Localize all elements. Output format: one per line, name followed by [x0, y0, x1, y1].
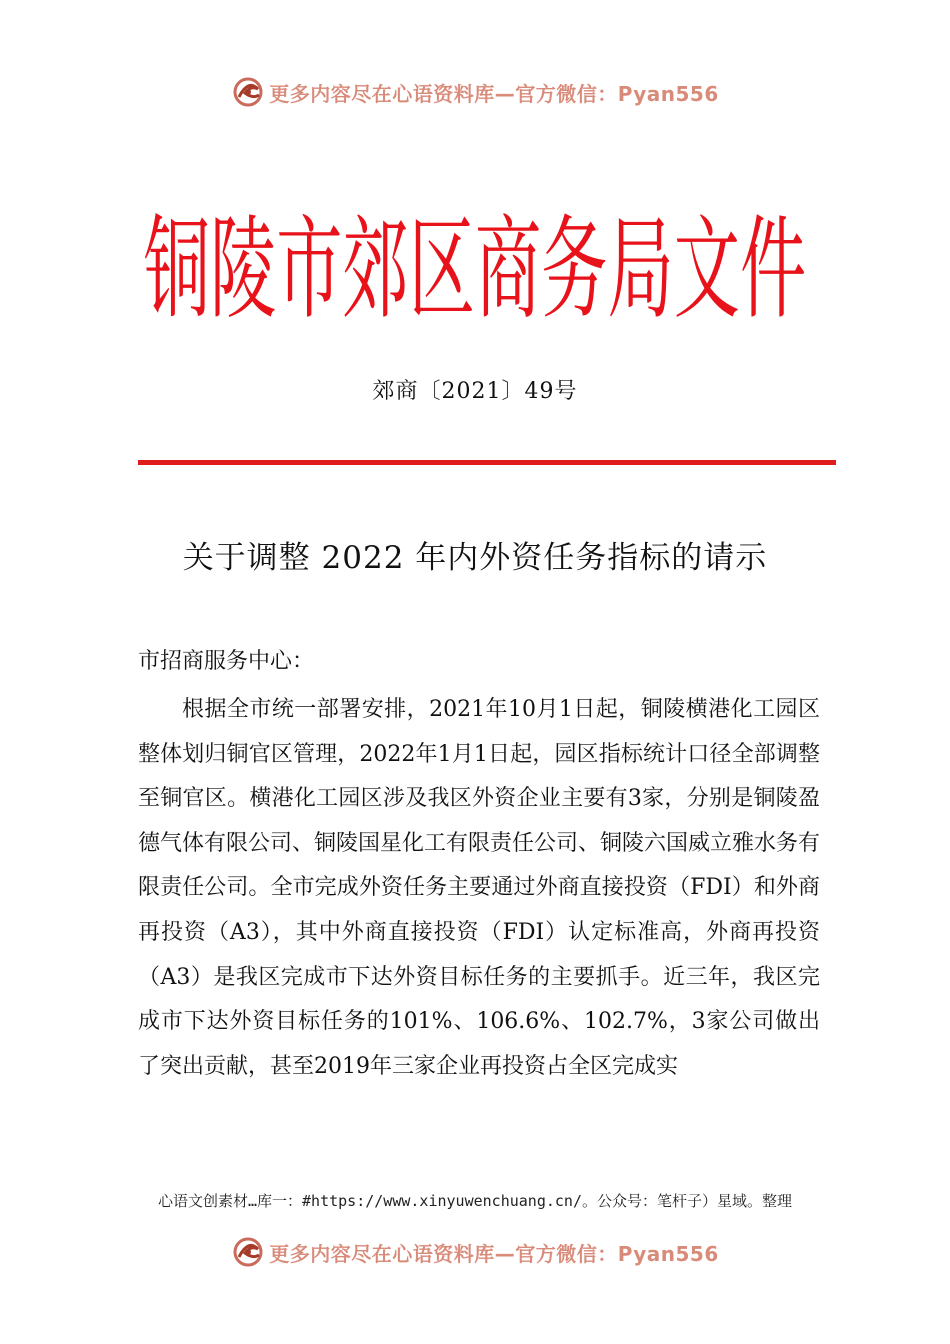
document-number: 郊商〔2021〕49号	[372, 379, 578, 404]
swirl-logo-icon	[231, 1235, 265, 1269]
document-subject: 关于调整 2022 年内外资任务指标的请示	[182, 540, 768, 576]
source-line: 心语文创素材…库一：#https://www.xinyuwenchuang.cn/。公众号：笔杆子）星域。整理	[158, 1192, 792, 1210]
body-paragraph: 根据全市统一部署安排，2021年10月1日起，铜陵横港化工园区整体划归铜官区管理，2022年1月1日起，园区指标统计口径全部调整至铜官区。横港化工园区涉及我区外资企业主要有3家，分别是铜陵盈德气体有限公司、铜陵国星化工有限责任公司、铜陵六国威立雅水务有限责任公司。全市完成外资任务主要通过外商直接投资（FDI）和外商再投资（A3），其中外商直接投资（FDI）认定标准高，外商再投资（A3）是我区完成市下达外资目标任务的主要抓手。近三年，我区完成市下达外资目标任务的101%、106.6%、102.7%，3家公司做出了突出贡献，甚至2019年三家企业再投资占全区完成实	[138, 697, 821, 1079]
footer-banner	[0, 1232, 950, 1272]
swirl-logo-icon	[231, 75, 265, 109]
header-banner-text: 更多内容尽在心语资料库—官方微信：Pyan556	[269, 81, 719, 106]
red-divider	[138, 460, 836, 465]
salutation: 市招商服务中心：	[138, 649, 315, 674]
issuer-title: 铜陵市郊区商务局文件	[143, 203, 807, 334]
header-banner	[0, 72, 950, 112]
footer-banner-text: 更多内容尽在心语资料库—官方微信：Pyan556	[269, 1241, 719, 1266]
